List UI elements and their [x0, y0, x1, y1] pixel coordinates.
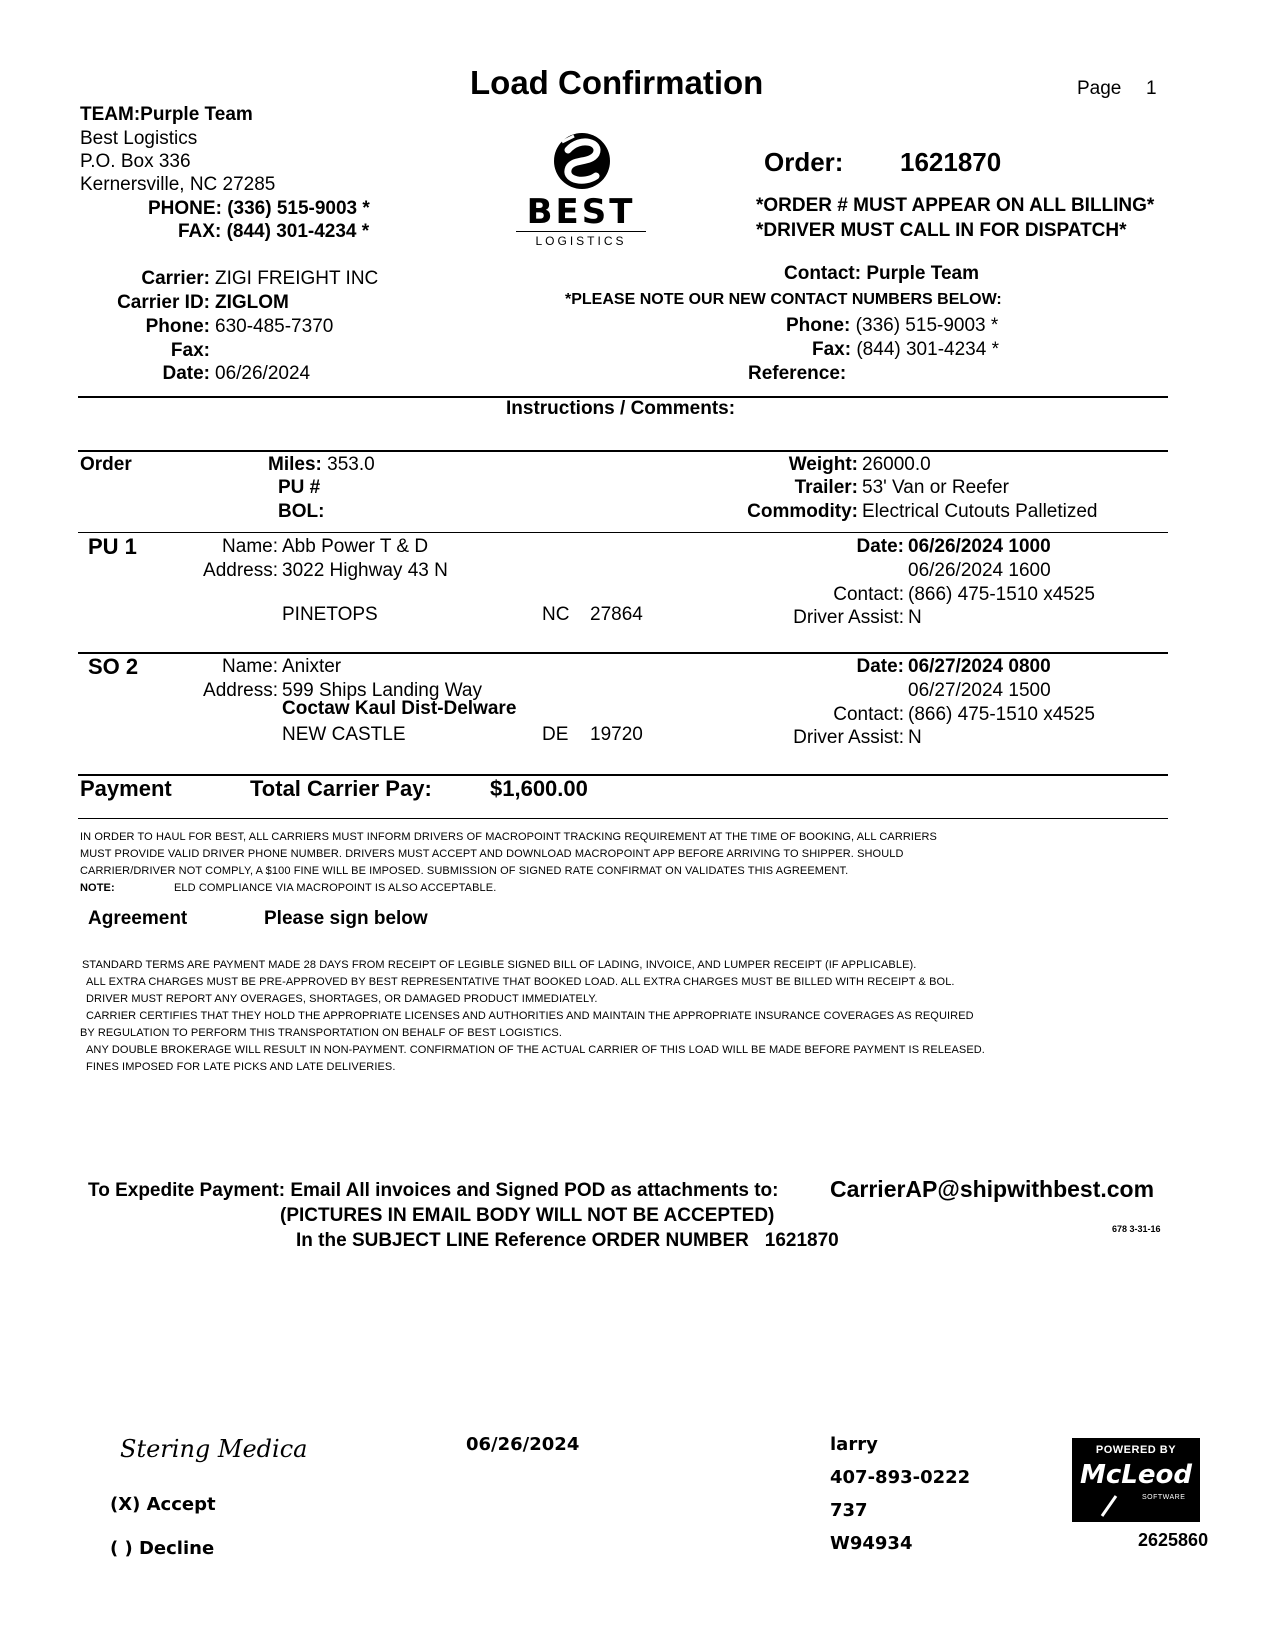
stop-code: SO 2: [88, 654, 139, 679]
expedite-subject-text: In the SUBJECT LINE Reference ORDER NUMBER: [296, 1230, 749, 1251]
agreement-label: Agreement: [88, 908, 188, 929]
terms-line-3: DRIVER MUST REPORT ANY OVERAGES, SHORTAGES, OR DAMAGED PRODUCT IMMEDIATELY.: [86, 993, 598, 1005]
stop-address-label-wrap: [150, 560, 278, 582]
stop-contact: (866) 475-1510 x4525: [908, 704, 1095, 725]
carrier-phone-label: Phone:: [145, 316, 210, 337]
note-line-4: ELD COMPLIANCE VIA MACROPOINT IS ALSO ACCEPTABLE.: [174, 882, 497, 894]
terms-line-7: FINES IMPOSED FOR LATE PICKS AND LATE DELIVERIES.: [86, 1061, 396, 1073]
contact-label: Contact:: [784, 263, 862, 284]
reference-label: Reference:: [748, 363, 847, 384]
carrier-id-label-wrap: [0, 292, 210, 314]
company-fax-value: (844) 301-4234 *: [226, 221, 370, 242]
company-city: Kernersville, NC 27285: [80, 174, 276, 195]
stop-name: Anixter: [282, 656, 342, 677]
divider-payment-bottom: [78, 818, 1168, 819]
decline-option[interactable]: ( ) Decline: [110, 1538, 215, 1559]
signature-date: 06/26/2024: [466, 1434, 580, 1455]
divider-stop-1: [78, 532, 1168, 533]
stop-assist: N: [908, 727, 922, 748]
carrier-phone-label-wrap: [0, 316, 210, 338]
stop-date-label: Date:: [856, 536, 904, 557]
mcleod-badge: [1072, 1438, 1200, 1522]
stop-zip: 19720: [590, 724, 643, 745]
stop-name-label-wrap: [150, 536, 278, 558]
best-logo-mark-icon: [510, 128, 652, 198]
stop-zip: 27864: [590, 604, 643, 625]
commodity-label: Commodity:: [747, 501, 858, 522]
contact-fax-line: [812, 339, 999, 361]
carrier-fax-label: Fax:: [170, 340, 210, 361]
contact-value: Purple Team: [866, 263, 979, 284]
form-code: 678 3-31-16: [1112, 1224, 1161, 1234]
total-carrier-pay-value: $1,600.00: [490, 776, 588, 801]
stop-city: NEW CASTLE: [282, 724, 406, 745]
terms-line-1: STANDARD TERMS ARE PAYMENT MADE 28 DAYS FROM RECEIPT OF LEGIBLE SIGNED BILL OF LADING, INVOICE, AND LUMPER RECEIPT (IF APPLICABLE).: [82, 959, 917, 971]
stop-name-label-wrap: [150, 656, 278, 678]
contact-line: [784, 263, 979, 285]
weight-label: Weight:: [788, 454, 858, 475]
miles-value: 353.0: [327, 454, 375, 475]
order-label: Order:: [764, 147, 844, 177]
stop-address-2: Coctaw Kaul Dist-Delware: [282, 698, 517, 719]
company-phone-label: PHONE:: [148, 198, 222, 219]
stop-city: PINETOPS: [282, 604, 378, 625]
carrier-id-label: Carrier ID:: [117, 292, 210, 313]
best-logo-sub: LOGISTICS: [535, 234, 627, 248]
trailer-label-wrap: [600, 477, 858, 499]
stop-contact: (866) 475-1510 x4525: [908, 584, 1095, 605]
team-line: [80, 104, 253, 126]
stop-address-label: Address:: [203, 680, 278, 701]
expedite-email[interactable]: CarrierAP@shipwithbest.com: [830, 1176, 1155, 1202]
company-fax-label: FAX:: [178, 221, 222, 242]
page-label: Page: [1077, 78, 1122, 99]
note-line-1: IN ORDER TO HAUL FOR BEST, ALL CARRIERS MUST INFORM DRIVERS OF MACROPOINT TRACKING REQUIREMENT AT THE TIME OF BOOKING, ALL CARRIERS: [80, 831, 937, 843]
stop-code: PU 1: [88, 534, 137, 559]
note-line-2: MUST PROVIDE VALID DRIVER PHONE NUMBER. DRIVERS MUST ACCEPT AND DOWNLOAD MACROPOINT APP BEFORE ARRIVING TO SHIPPER. SHOULD: [80, 848, 904, 860]
stop-name-label: Name:: [222, 536, 278, 557]
signature-name: Stering Medica: [120, 1435, 308, 1463]
stop-contact-label: Contact:: [833, 704, 904, 725]
company-fax: [178, 221, 369, 243]
accept-option[interactable]: (X) Accept: [110, 1494, 216, 1515]
carrier-label: Carrier:: [141, 268, 210, 289]
mcleod-brand: McLeod: [1080, 1460, 1192, 1490]
miles-line: [268, 454, 375, 476]
carrier-name: ZIGI FREIGHT INC: [215, 268, 379, 289]
stop-date-2: 06/26/2024 1600: [908, 560, 1051, 581]
driver-phone: 407-893-0222: [830, 1467, 971, 1488]
contact-note: *PLEASE NOTE OUR NEW CONTACT NUMBERS BELOW:: [565, 291, 1002, 308]
carrier-name-row: [0, 268, 210, 290]
divider-payment: [78, 774, 1168, 776]
contact-fax-value: (844) 301-4234 *: [856, 339, 999, 360]
terms-line-5: BY REGULATION TO PERFORM THIS TRANSPORTATION ON BEHALF OF BEST LOGISTICS.: [80, 1027, 563, 1039]
carrier-id: ZIGLOM: [215, 292, 289, 313]
carrier-date-label: Date:: [162, 363, 210, 384]
stop-assist-label: Driver Assist:: [793, 607, 904, 628]
stop-date-2: 06/27/2024 1500: [908, 680, 1051, 701]
carrier-fax-label-wrap: [0, 340, 210, 362]
company-phone-value: (336) 515-9003 *: [227, 198, 370, 219]
page-number: 1: [1146, 78, 1157, 99]
instructions-label: Instructions / Comments:: [506, 398, 736, 419]
stop-contact-label-wrap: [700, 584, 904, 606]
stop-contact-label: Contact:: [833, 584, 904, 605]
weight-value: 26000.0: [862, 454, 931, 475]
divider-stop-2: [78, 652, 1168, 654]
stop-contact-label-wrap: [700, 704, 904, 726]
mcleod-brand-sub: SOFTWARE: [1142, 1494, 1186, 1501]
trailer-value: 53' Van or Reefer: [862, 477, 1009, 498]
stop-name: Abb Power T & D: [282, 536, 429, 557]
commodity-value: Electrical Cutouts Palletized: [862, 501, 1098, 522]
team-value: Purple Team: [140, 104, 253, 125]
order-number: 1621870: [900, 147, 1002, 177]
terms-line-4: CARRIER CERTIFIES THAT THEY HOLD THE APPROPRIATE LICENSES AND AUTHORITIES AND MAINTAIN THE APPROPRIATE INSURANCE COVERAGES AS REQUIRED: [86, 1010, 974, 1022]
powered-by-label: POWERED BY: [1095, 1444, 1177, 1456]
trailer-number: W94934: [830, 1533, 913, 1554]
expedite-line-2: (PICTURES IN EMAIL BODY WILL NOT BE ACCEPTED): [280, 1205, 775, 1226]
pu-number-label: PU #: [278, 477, 321, 498]
company-phone: [148, 198, 370, 220]
expedite-order-number: 1621870: [764, 1230, 839, 1251]
stop-address: 599 Ships Landing Way: [282, 680, 482, 701]
driver-name: larry: [830, 1434, 878, 1455]
terms-line-6: ANY DOUBLE BROKERAGE WILL RESULT IN NON-PAYMENT. CONFIRMATION OF THE ACTUAL CARRIER OF THIS LOAD WILL BE MADE BEFORE PAYMENT IS RELEASED.: [86, 1044, 985, 1056]
carrier-date-label-wrap: [0, 363, 210, 385]
stop-address-label: Address:: [203, 560, 278, 581]
stop-date-label-wrap: [700, 656, 904, 678]
expedite-line-1: To Expedite Payment: Email All invoices and Signed POD as attachments to:: [88, 1180, 779, 1201]
payment-label: Payment: [80, 776, 172, 801]
load-order-label: Order: [80, 454, 132, 475]
contact-phone-label: Phone:: [786, 315, 851, 336]
stop-date-1: 06/27/2024 0800: [908, 656, 1051, 677]
stop-date-1: 06/26/2024 1000: [908, 536, 1051, 557]
best-logo: [510, 128, 652, 246]
company-name: Best Logistics: [80, 128, 198, 149]
best-logo-rule: [516, 231, 646, 232]
stop-assist: N: [908, 607, 922, 628]
team-label: TEAM:: [80, 104, 141, 125]
order-notice-billing: *ORDER # MUST APPEAR ON ALL BILLING*: [756, 195, 1155, 216]
expedite-line-3: [296, 1230, 839, 1252]
carrier-phone: 630-485-7370: [215, 316, 334, 337]
stop-state: DE: [542, 724, 569, 745]
stop-address-label-wrap: [150, 680, 278, 702]
divider-load: [78, 450, 1168, 452]
contact-phone-line: [786, 315, 998, 337]
contact-phone-value: (336) 515-9003 *: [855, 315, 999, 336]
note-line-3: CARRIER/DRIVER NOT COMPLY, A $100 FINE WILL BE IMPOSED. SUBMISSION OF SIGNED RATE CONFIRMAT ON VALIDATES THIS AGREEMENT.: [80, 865, 849, 877]
miles-label: Miles:: [268, 454, 322, 475]
commodity-label-wrap: [600, 501, 858, 523]
note-label: NOTE:: [80, 882, 115, 894]
order-notice-dispatch: *DRIVER MUST CALL IN FOR DISPATCH*: [756, 220, 1127, 241]
best-logo-word: BEST: [526, 192, 636, 232]
weight-label-wrap: [600, 454, 858, 476]
contact-fax-label: Fax:: [812, 339, 852, 360]
bol-label: BOL:: [278, 501, 325, 522]
carrier-date: 06/26/2024: [215, 363, 311, 384]
stop-date-label: Date:: [856, 656, 904, 677]
stop-date-label-wrap: [700, 536, 904, 558]
stop-assist-label: Driver Assist:: [793, 727, 904, 748]
stop-address: 3022 Highway 43 N: [282, 560, 448, 581]
truck-number: 737: [830, 1500, 868, 1521]
document-number: 2625860: [1138, 1530, 1209, 1550]
company-po-box: P.O. Box 336: [80, 151, 191, 172]
terms-line-2: ALL EXTRA CHARGES MUST BE PRE-APPROVED BY BEST REPRESENTATIVE THAT BOOKED LOAD. ALL EXTRA CHARGES MUST BE BILLED WITH RECEIPT & BOL.: [86, 976, 955, 988]
stop-assist-label-wrap: [700, 727, 904, 749]
total-carrier-pay-label: Total Carrier Pay:: [250, 776, 432, 801]
stop-name-label: Name:: [222, 656, 278, 677]
mcleod-swoosh-icon: [1072, 1438, 1200, 1522]
stop-assist-label-wrap: [700, 607, 904, 629]
page-title: Load Confirmation: [470, 64, 764, 101]
agreement-sign-prompt: Please sign below: [264, 908, 428, 929]
stop-state: NC: [542, 604, 570, 625]
trailer-label: Trailer:: [794, 477, 858, 498]
